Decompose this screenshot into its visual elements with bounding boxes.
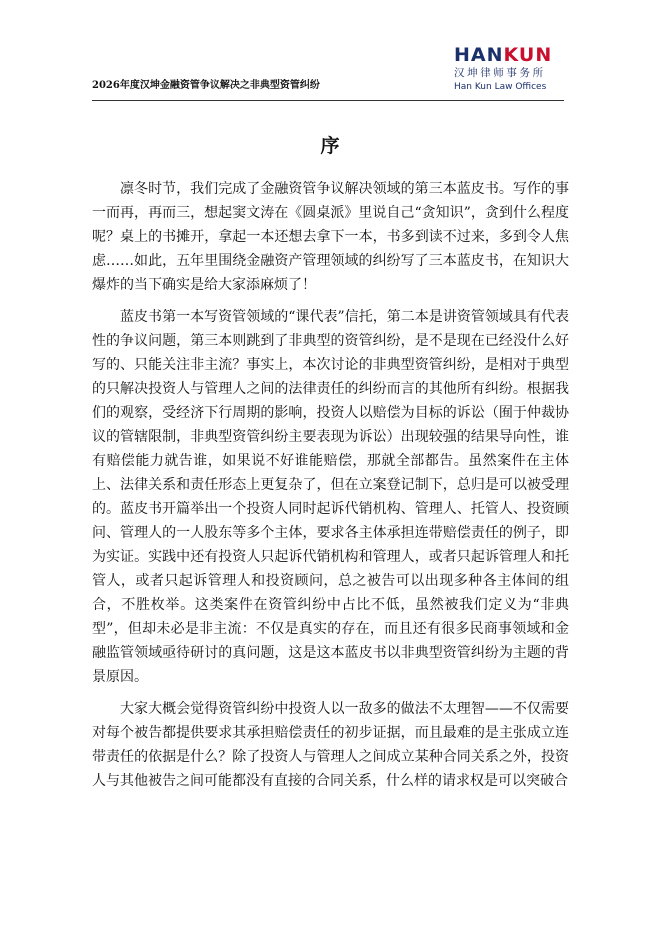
paragraph-1: 凛冬时节，我们完成了金融资管争议解决领域的第三本蓝皮书。写作的事一而再，再而三，想起窦文涛在《圆桌派》里说自己“贪知识”，贪到什么程度呢？桌上的书摊开，拿起一本还想去拿下一本，书多到读不过来，多到令人焦虑……如此，五年里围绕金融资产管理领域的纠纷写了三本蓝皮书，在知识大爆炸的当下确实是给大家添麻烦了！ [92,181,569,293]
logo-wordmark [454,44,564,66]
logo-chinese-name: 汉坤律师事务所 [454,67,546,79]
paragraph-2: 蓝皮书第一本写资管领域的“课代表”信托，第二本是讲资管领域具有代表性的争议问题，第三本则跳到了非典型的资管纠纷，是不是现在已经没什么好写的、只能关注非主流？事实上，本次讨论的非典型资管纠纷，是相对于典型的只解决投资人与管理人之间的法律责任的纠纷而言的其他所有纠纷。根据我们的观察，受经济下行周期的影响，投资人以赔偿为目标的诉讼（囿于仲裁协议的管辖限制，非典型资管纠纷主要表现为诉讼）出现较强的结果导向性，谁有赔偿能力就告谁，如果说不好谁能赔偿，那就全部都告。虽然案件在主体上、法律关系和责任形态上更复杂了，但在立案登记制下，总归是可以被受理的。蓝皮书开篇举出一个投资人同时起诉代销机构、管理人、托管人、投资顾问、管理人的一人股东等多个主体，要求各主体承担连带赔偿责任的例子，即为实证。实践中还有投资人只起诉代销机构和管理人，或者只起诉管理人和托管人，或者只起诉管理人和投资顾问，总之被告可以出现多种各主体间的组合，不胜枚举。这类案件在资管纠纷中占比不低，虽然被我们定义为“非典型”，但却未必是非主流：不仅是真实的存在，而且还有很多民商事领域和金融监管领域亟待研讨的真问题，这是这本蓝皮书以非典型资管纠纷为主题的背景原因。 [92,309,569,685]
page-header [92,44,564,101]
paragraph-3: 大家大概会觉得资管纠纷中投资人以一敌多的做法不太理智——不仅需要对每个被告都提供要求其承担赔偿责任的初步证据，而且最难的是主张成立连带责任的依据是什么？除了投资人与管理人之间成立某种合同关系之外，投资人与其他被告之间可能都没有直接的合同关系，什么样的请求权是可以突破合 [92,701,569,789]
document-running-title: 2026年度汉坤金融资管争议解决之非典型资管纠纷 [92,80,320,91]
logo-wordmark-kun: KUN [503,44,553,66]
page-title: 序 [320,135,342,157]
body-text [92,177,569,801]
logo-english-name: Han Kun Law Offices [454,82,547,92]
hankun-logo [454,44,564,93]
logo-wordmark-han: HAN [454,44,504,66]
